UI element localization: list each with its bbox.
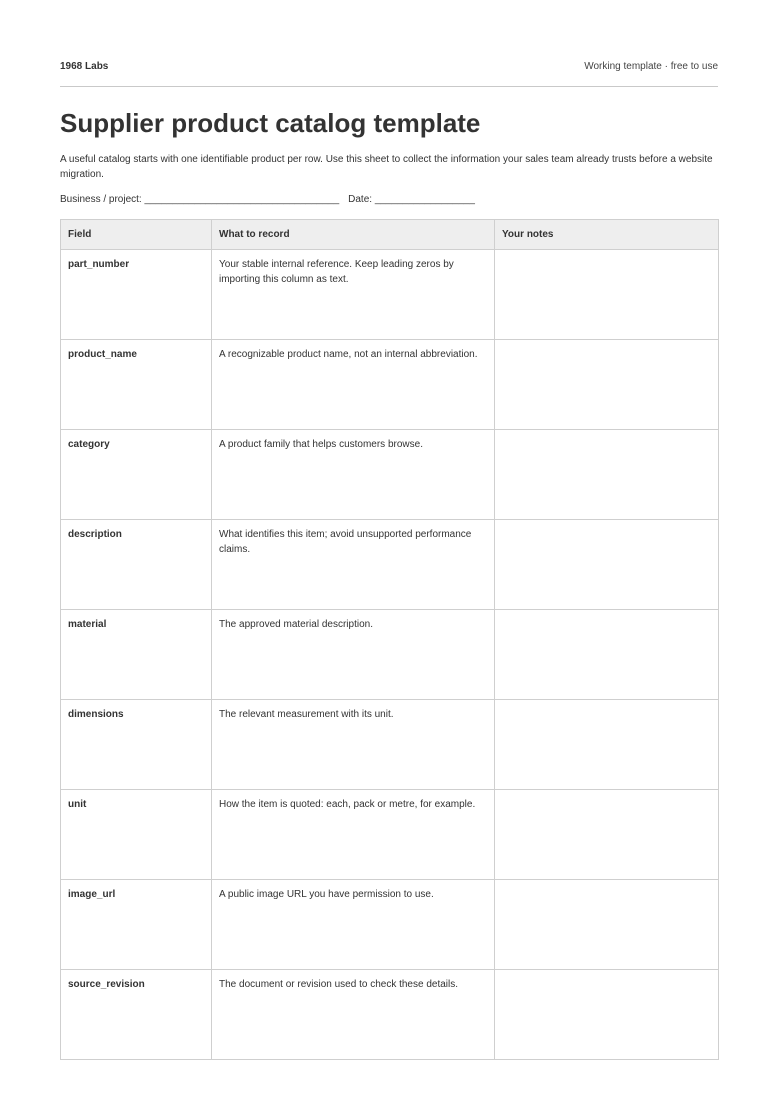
date-field: Date: __________________ xyxy=(348,194,475,205)
table-row xyxy=(61,610,719,700)
header-tagline: Working template · free to use xyxy=(584,61,718,72)
table-row xyxy=(61,430,719,520)
field-name: unit xyxy=(61,790,212,880)
notes-cell[interactable] xyxy=(495,700,719,790)
field-name: source_revision xyxy=(61,970,212,1060)
page-header xyxy=(60,60,718,74)
table-row xyxy=(61,520,719,610)
column-header-field: Field xyxy=(61,220,212,250)
notes-cell[interactable] xyxy=(495,250,719,340)
field-description: Your stable internal reference. Keep leading zeros by importing this column as text. xyxy=(212,250,495,340)
column-header-your-notes: Your notes xyxy=(495,220,719,250)
table-row xyxy=(61,790,719,880)
table-row xyxy=(61,340,719,430)
field-description: The document or revision used to check these details. xyxy=(212,970,495,1060)
field-name: image_url xyxy=(61,880,212,970)
meta-line xyxy=(60,193,718,207)
field-description: A public image URL you have permission to use. xyxy=(212,880,495,970)
field-description: A product family that helps customers browse. xyxy=(212,430,495,520)
field-description: A recognizable product name, not an internal abbreviation. xyxy=(212,340,495,430)
column-header-what-to-record: What to record xyxy=(212,220,495,250)
header-divider xyxy=(60,86,718,87)
catalog-table xyxy=(60,219,719,1060)
field-description: What identifies this item; avoid unsupported performance claims. xyxy=(212,520,495,610)
field-description: The relevant measurement with its unit. xyxy=(212,700,495,790)
business-project-field: Business / project: ___________________________________ xyxy=(60,194,340,205)
notes-cell[interactable] xyxy=(495,430,719,520)
field-name: product_name xyxy=(61,340,212,430)
field-description: How the item is quoted: each, pack or metre, for example. xyxy=(212,790,495,880)
table-header-row xyxy=(61,220,719,250)
table-row xyxy=(61,970,719,1060)
field-name: part_number xyxy=(61,250,212,340)
field-description: The approved material description. xyxy=(212,610,495,700)
intro-paragraph: A useful catalog starts with one identifiable product per row. Use this sheet to collect the information your sales team already trusts before a website migration. xyxy=(60,154,713,180)
field-name: description xyxy=(61,520,212,610)
notes-cell[interactable] xyxy=(495,970,719,1060)
notes-cell[interactable] xyxy=(495,340,719,430)
field-name: category xyxy=(61,430,212,520)
table-row xyxy=(61,880,719,970)
field-name: material xyxy=(61,610,212,700)
page-title: Supplier product catalog template xyxy=(60,108,481,138)
notes-cell[interactable] xyxy=(495,880,719,970)
notes-cell[interactable] xyxy=(495,610,719,700)
notes-cell[interactable] xyxy=(495,520,719,610)
field-name: dimensions xyxy=(61,700,212,790)
table-row xyxy=(61,250,719,340)
notes-cell[interactable] xyxy=(495,790,719,880)
table-row xyxy=(61,700,719,790)
brand-name: 1968 Labs xyxy=(60,61,109,72)
